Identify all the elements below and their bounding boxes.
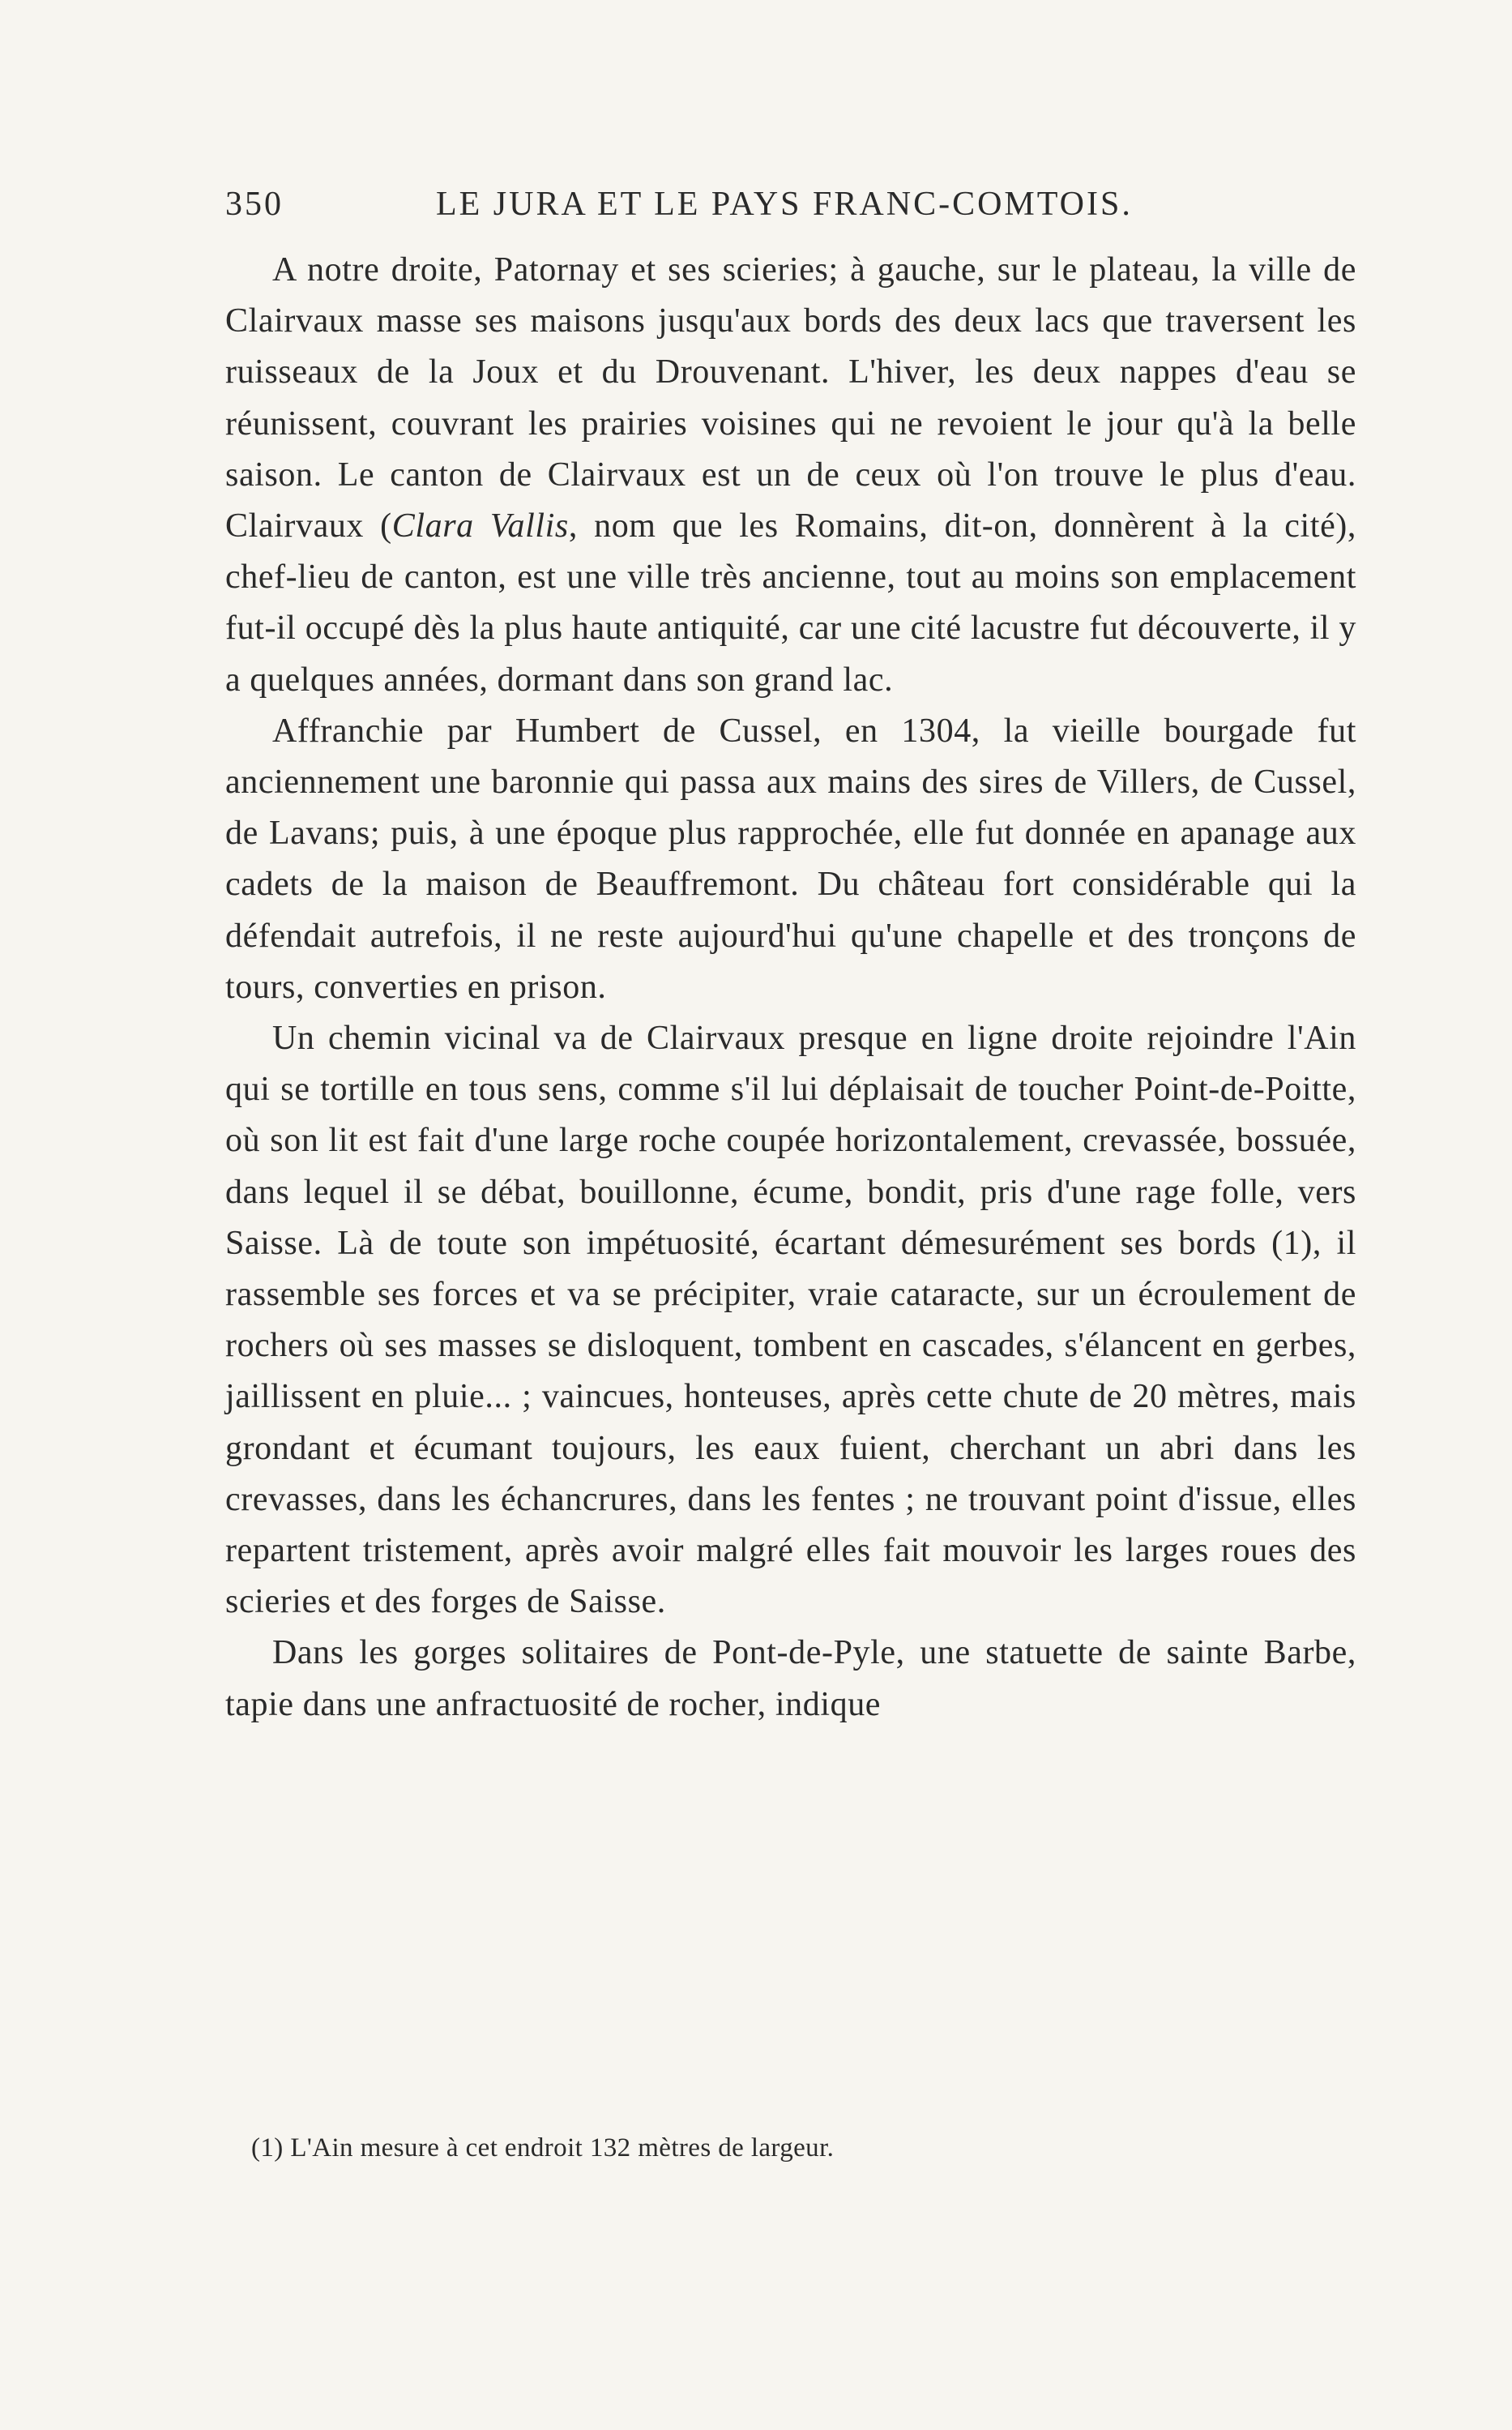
running-head [225,185,1416,233]
paragraph-1-text-after: , nom que les Romains, dit-on, donnèrent à la cité), chef-lieu de canton, est une ville très ancienne, tout au moins son emplacement fut-il occupé dès la plus haute antiquité, car une cité lacustre fut découverte, il y a quelques années, dormant dans son grand lac. [225,507,1356,699]
footnote: (1) L'Ain mesure à cet endroit 132 mètres de largeur. [251,2133,835,2163]
paragraph-1-text-before: A notre droite, Patornay et ses scieries; à gauche, sur le plateau, la ville de Clairvaux masse ses maisons jusqu'aux bords des deux lacs que traversent les ruisseaux de la Joux et du Drouvenant. L'hiver, les deux nappes d'eau se réunissent, couvrant les prairies voisines qui ne revoient le jour qu'à la belle saison. Le canton de Clairvaux est un de ceux où l'on trouve le plus d'eau. Clairvaux ( [225,251,1356,545]
paragraph-3: Un chemin vicinal va de Clairvaux presque en ligne droite rejoindre l'Ain qui se tortille en tous sens, comme s'il lui déplaisait de toucher Point-de-Poitte, où son lit est fait d'une large roche coupée horizontalement, crevassée, bossuée, dans lequel il se débat, bouillonne, écume, bondit, pris d'une rage folle, vers Saisse. Là de toute son impétuosité, écartant démesurément ses bords (1), il rassemble ses forces et va se précipiter, vraie cataracte, sur un écroulement de rochers où ses masses se disloquent, tombent en cascades, s'élancent en gerbes, jaillissent en pluie... ; vaincues, honteuses, après cette chute de 20 mètres, mais grondant et écumant toujours, les eaux fuient, cherchant un abri dans les crevasses, dans les échancrures, dans les fentes ; ne trouvant point d'issue, elles repartent tristement, après avoir malgré elles fait mouvoir les larges roues des scieries et des forges de Saisse. [225,1020,1356,1621]
paragraph-1 [225,245,1356,706]
running-title: LE JURA ET LE PAYS FRANC-COMTOIS. [436,186,1133,223]
latin-name: Clara Vallis [391,507,569,545]
page-number: 350 [225,186,284,223]
body-text [225,245,1356,1731]
paragraph-4: Dans les gorges solitaires de Pont-de-Pyle, une statuette de sainte Barbe, tapie dans une anfractuosité de rocher, indique [225,1634,1356,1723]
paragraph-2: Affranchie par Humbert de Cussel, en 1304, la vieille bourgade fut anciennement une baronnie qui passa aux mains des sires de Villers, de Cussel, de Lavans; puis, à une époque plus rapprochée, elle fut donnée en apanage aux cadets de la maison de Beauffremont. Du château fort considérable qui la défendait autrefois, il ne reste aujourd'hui qu'une chapelle et des tronçons de tours, converties en prison. [225,712,1356,1006]
